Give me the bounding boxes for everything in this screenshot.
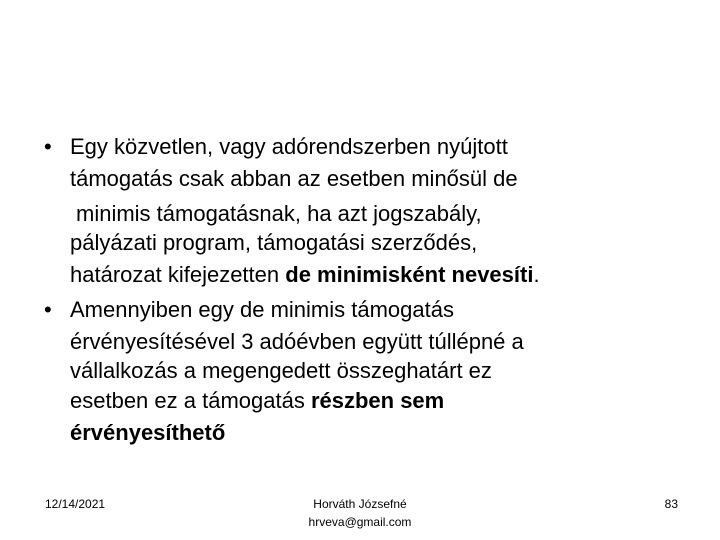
bullet-2-emphasis-1: részben sem <box>310 388 445 413</box>
bullet-2-line-4-pre: esetben ez a támogatás <box>70 388 311 413</box>
bullet-1-emphasis: de minimisként nevesíti <box>285 262 534 287</box>
bullet-marker: • <box>44 297 52 322</box>
footer-email: hrveva@gmail.com <box>308 515 412 529</box>
bullet-1-line-4: pályázati program, támogatási szerződés, <box>70 230 478 255</box>
bullet-1-line-1: Egy közvetlen, vagy adórendszerben nyújtott <box>70 134 508 159</box>
bullet-2-line-4 <box>70 388 444 414</box>
bullet-1-line-5-pre: határozat kifejezetten <box>70 262 286 287</box>
bullet-2-emphasis-2: érvényesíthető <box>70 420 226 445</box>
bullet-2-line-2: érvényesítésével 3 adóévben együtt túllépné a <box>70 329 524 354</box>
bullet-2-line-1: Amennyiben egy de minimis támogatás <box>70 297 454 322</box>
bullet-1-line-5-post: . <box>533 262 540 287</box>
page-number: 83 <box>664 497 678 511</box>
bullet-2-line-5 <box>70 420 225 446</box>
footer-author: Horváth Józsefné <box>313 497 407 511</box>
bullet-1-line-2: támogatás csak abban az esetben minősül de <box>70 166 518 191</box>
footer-date: 12/14/2021 <box>45 497 106 511</box>
bullet-2-line-3: vállalkozás a megengedett összeghatárt ez <box>70 358 492 383</box>
bullet-1-line-3: minimis támogatásnak, ha azt jogszabály, <box>76 201 482 226</box>
bullet-1-line-5 <box>70 262 540 288</box>
bullet-marker: • <box>44 134 52 159</box>
